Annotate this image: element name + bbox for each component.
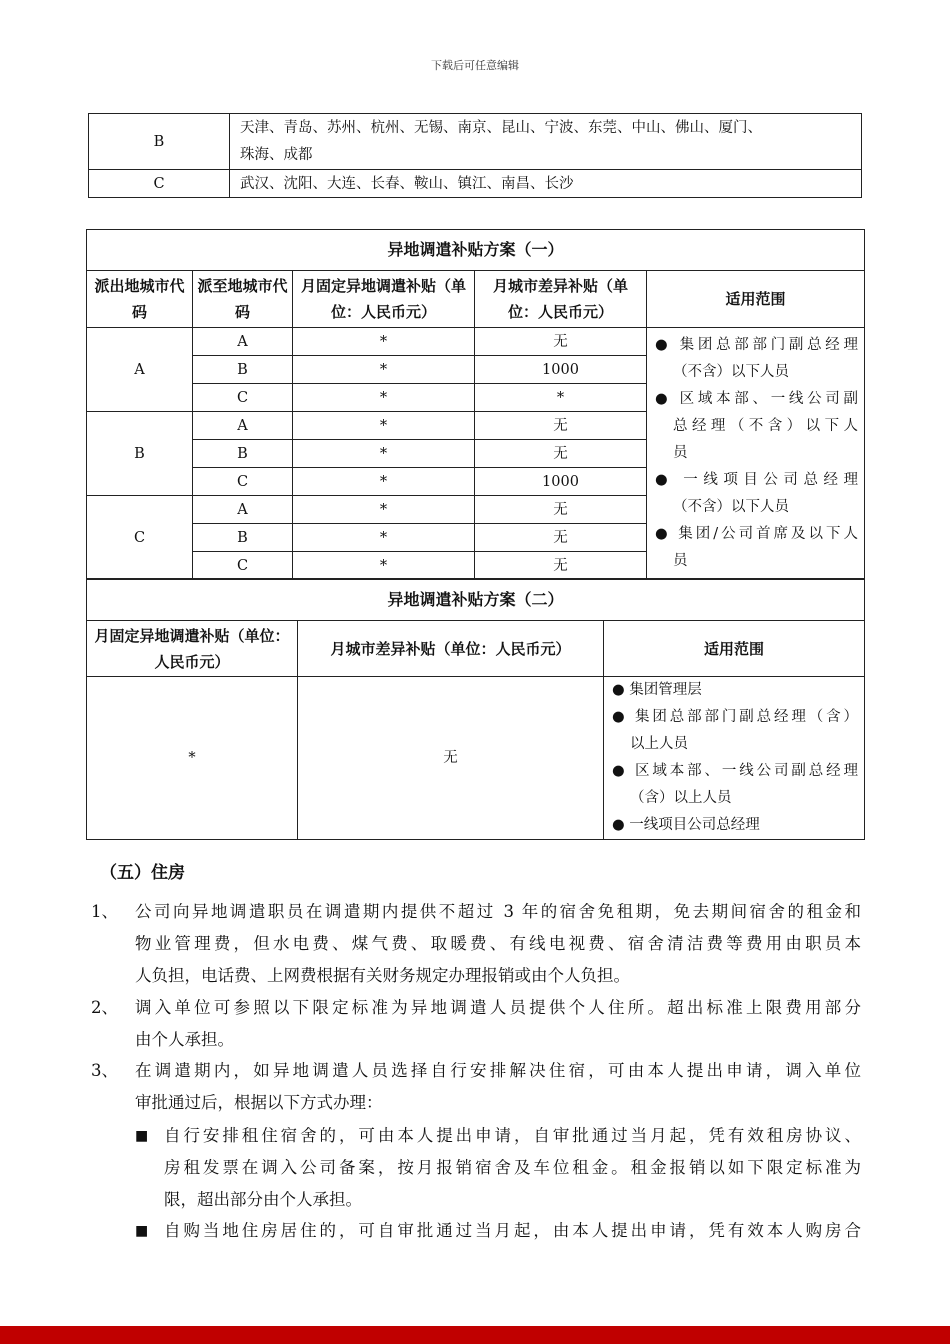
text-line: 公司向异地调遣职员在调遣期内提供不超过 3 年的宿舍免租期，免去期间宿舍的租金和 [135, 902, 861, 921]
to-city-code: A [193, 496, 293, 524]
to-city-code: B [193, 440, 293, 468]
scope-line: ● 集团管理层 [612, 682, 702, 698]
plan2-title: 异地调遣补贴方案（二） [87, 579, 865, 621]
to-city-code: C [193, 384, 293, 412]
text-line: 由个人承担。 [135, 1030, 234, 1049]
page-header: 下载后可任意编辑 [431, 59, 519, 72]
scope-line: （不含）以下人员 [673, 499, 789, 515]
header-diff-subsidy: 月城市差异补贴（单位：人民币元） [298, 621, 604, 677]
text-line: 调入单位可参照以下限定标准为异地调遣人员提供个人住所。超出标准上限费用部分 [135, 998, 861, 1017]
scope-line: ● 集团总部部门副总经理 [655, 337, 859, 353]
scope-line: ● 集团/公司首席及以下人 [655, 526, 859, 542]
fixed-subsidy-value: * [293, 384, 475, 412]
plan2-table [86, 578, 865, 840]
item-number: 1、 [91, 902, 118, 921]
text-line: 自行安排租住宿舍的，可由本人提出申请，自审批通过当月起，凭有效租房协议、 [164, 1126, 861, 1145]
city-list: 天津、青岛、苏州、杭州、无锡、南京、昆山、宁波、东莞、中山、佛山、厦门、 珠海、成都 [230, 114, 862, 170]
scope-line: 以上人员 [630, 736, 688, 752]
bullet-item [91, 1120, 861, 1216]
square-bullet-icon: ■ [135, 1223, 149, 1239]
fixed-subsidy-value: * [293, 552, 475, 580]
diff-subsidy-value: 无 [475, 328, 647, 356]
fixed-subsidy-value: * [293, 524, 475, 552]
text-line: 人负担，电话费、上网费根据有关财务规定办理报销或由个人负担。 [135, 966, 630, 985]
fixed-subsidy-value: * [293, 440, 475, 468]
from-city-code: B [87, 412, 193, 496]
fixed-subsidy-value: * [293, 468, 475, 496]
to-city-code: B [193, 524, 293, 552]
text-line: 自购当地住房居住的，可自审批通过当月起，由本人提出申请，凭有效本人购房合 [164, 1221, 861, 1240]
footer-bar [0, 1326, 950, 1344]
scope-line: ● 区域本部、一线公司副总经理 [612, 763, 858, 779]
header-fixed-subsidy: 月固定异地调遣补贴（单位：人民币元） [293, 271, 475, 328]
text-line: 物业管理费，但水电费、煤气费、取暖费、有线电视费、宿舍清洁费等费用由职员本 [135, 934, 861, 953]
item-number: 2、 [91, 998, 118, 1017]
item-number: 3、 [91, 1061, 118, 1080]
to-city-code: A [193, 328, 293, 356]
diff-subsidy-value: 无 [298, 677, 604, 840]
section-title: （五）住房 [100, 863, 185, 883]
diff-subsidy-value: 1000 [475, 356, 647, 384]
scope-line: ● 一线项目公司总经理 [655, 472, 859, 488]
header-scope: 适用范围 [604, 621, 865, 677]
list-item [91, 896, 861, 992]
fixed-subsidy-value: * [293, 496, 475, 524]
header-diff-subsidy: 月城市差异补贴（单位：人民币元） [475, 271, 647, 328]
scope-line: 总经理（不含）以下人 [673, 418, 859, 434]
scope-line: ● 集团总部部门副总经理（含） [612, 709, 858, 725]
city-code: B [89, 114, 230, 170]
plan1-table [86, 229, 865, 580]
list-item [91, 1055, 861, 1119]
to-city-code: B [193, 356, 293, 384]
scope-line: ● 一线项目公司总经理 [612, 817, 760, 833]
from-city-code: A [87, 328, 193, 412]
diff-subsidy-value: 无 [475, 496, 647, 524]
text-line: 在调遣期内，如异地调遣人员选择自行安排解决住宿，可由本人提出申请，调入单位 [135, 1061, 861, 1080]
scope-list [647, 328, 865, 580]
fixed-subsidy-value: * [293, 356, 475, 384]
header-scope: 适用范围 [647, 271, 865, 328]
header-to-city: 派至地城市代码 [193, 271, 293, 328]
to-city-code: C [193, 468, 293, 496]
table-row [87, 328, 865, 356]
text-line: 房租发票在调入公司备案，按月报销宿舍及车位租金。租金报销以如下限定标准为 [164, 1158, 861, 1177]
text-line: 限，超出部分由个人承担。 [164, 1190, 362, 1209]
diff-subsidy-value: 无 [475, 412, 647, 440]
bullet-item [91, 1215, 861, 1247]
list-item [91, 992, 861, 1056]
diff-subsidy-value: 无 [475, 440, 647, 468]
square-bullet-icon: ■ [135, 1128, 149, 1144]
to-city-code: C [193, 552, 293, 580]
fixed-subsidy-value: * [293, 328, 475, 356]
diff-subsidy-value: 1000 [475, 468, 647, 496]
scope-list [604, 677, 865, 840]
from-city-code: C [87, 496, 193, 580]
diff-subsidy-value: * [475, 384, 647, 412]
diff-subsidy-value: 无 [475, 552, 647, 580]
text-line: 审批通过后，根据以下方式办理： [135, 1093, 383, 1112]
to-city-code: A [193, 412, 293, 440]
city-list: 武汉、沈阳、大连、长春、鞍山、镇江、南昌、长沙 [230, 170, 862, 198]
plan1-title: 异地调遣补贴方案（一） [87, 230, 865, 271]
city-code: C [89, 170, 230, 198]
header-from-city: 派出地城市代码 [87, 271, 193, 328]
fixed-subsidy-value: * [87, 677, 298, 840]
scope-line: 员 [673, 553, 688, 569]
header-fixed-subsidy: 月固定异地调遣补贴（单位：人民币元） [87, 621, 298, 677]
scope-line: （不含）以下人员 [673, 364, 789, 380]
scope-line: 员 [673, 445, 688, 461]
scope-line: ● 区域本部、一线公司副 [655, 391, 859, 407]
city-code-table [88, 113, 862, 198]
fixed-subsidy-value: * [293, 412, 475, 440]
scope-line: （含）以上人员 [630, 790, 732, 806]
diff-subsidy-value: 无 [475, 524, 647, 552]
